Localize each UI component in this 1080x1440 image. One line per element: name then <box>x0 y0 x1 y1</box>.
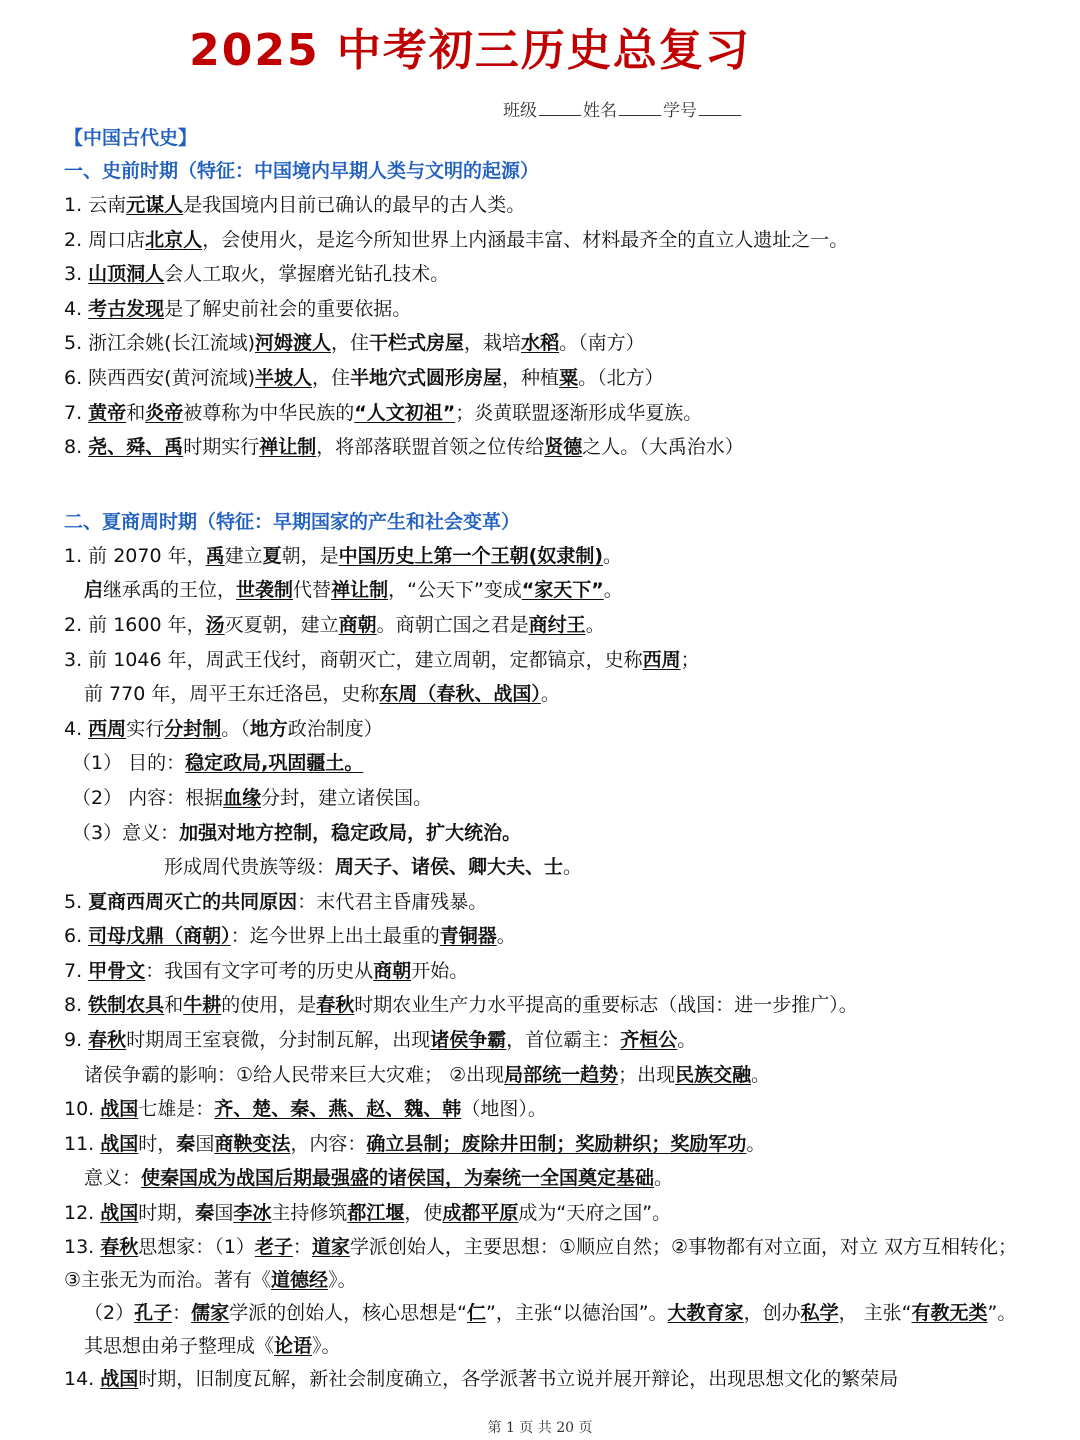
list-item: 1. 前 2070 年，禹建立夏朝，是中国历史上第一个王朝(奴隶制)。 <box>64 544 623 567</box>
list-item: （2） 内容：根据血缘分封，建立诸侯国。 <box>72 786 433 809</box>
class-blank <box>539 101 581 116</box>
list-item: 2. 前 1600 年，汤灭夏朝，建立商朝。商朝亡国之君是商纣王。 <box>64 613 605 636</box>
list-item: （1） 目的：稳定政局,巩固疆土。 <box>72 752 364 775</box>
class-label: 班级 <box>503 101 537 121</box>
page-title: 2025 中考初三历史总复习 <box>189 25 751 76</box>
list-item: 6. 司母戊鼎（商朝）：迄今世界上出土最重的青铜器。 <box>64 925 516 948</box>
list-item: 5. 夏商西周灭亡的共同原因：末代君主昏庸残暴。 <box>64 890 488 913</box>
spacer <box>64 465 1024 505</box>
list-item: 3. 前 1046 年，周武王伐纣，商朝灭亡，建立周朝，定都镐京，史称西周； <box>64 648 700 671</box>
page-footer: 第 1 页 共 20 页 <box>487 1420 593 1436</box>
id-label: 学号 <box>663 101 697 121</box>
part2-heading: 二、夏商周时期（特征：早期国家的产生和社会变革） <box>64 510 521 533</box>
id-blank <box>699 101 741 116</box>
list-item: 14. 战国时期，旧制度瓦解，新社会制度确立，各学派著书立说并展开辩论，出现思想文化的繁荣局 <box>64 1367 899 1390</box>
name-label: 姓名 <box>583 101 617 121</box>
part1-heading: 一、史前时期（特征：中国境内早期人类与文明的起源） <box>64 160 540 182</box>
list-item: （3）意义：加强对地方控制，稳定政局，扩大统治。 <box>72 821 522 844</box>
list-item: 6. 陕西西安(黄河流域)半坡人，住半地穴式圆形房屋，种植粟。（北方） <box>64 366 664 389</box>
list-item: 启继承禹的王位，世袭制代替禅让制，“公天下”变成“家天下”。 <box>84 579 623 602</box>
document-body <box>64 122 1024 1396</box>
list-item: 4. 西周实行分封制。（地方政治制度） <box>64 717 383 740</box>
list-item: 4. 考古发现是了解史前社会的重要依据。 <box>64 297 412 320</box>
list-item: 13. 春秋思想家：（1）老子：道家学派创始人，主要思想：①顺应自然；②事物都有对立面，对立 双方互相转化；③主张无为而治。著有《道德经》。 <box>64 1235 1018 1291</box>
list-item: （2）孔子：儒家学派的创始人，核心思想是“仁”，主张“以德治国”。大教育家，创办私学， 主张“有教无类”。其思想由弟子整理成《论语》。 <box>84 1301 1017 1357</box>
list-item: 3. 山顶洞人会人工取火，掌握磨光钻孔技术。 <box>64 263 450 286</box>
list-item: 前 770 年，周平王东迁洛邑，史称东周（春秋、战国）。 <box>84 683 560 706</box>
list-item: 7. 甲骨文：我国有文字可考的历史从商朝开始。 <box>64 959 469 982</box>
list-item: 1. 云南元谋人是我国境内目前已确认的最早的古人类。 <box>64 194 526 216</box>
list-item: 形成周代贵族等级：周天子、诸侯、卿大夫、士。 <box>164 856 583 879</box>
name-blank <box>619 101 661 116</box>
list-item: 2. 周口店北京人，会使用火，是迄今所知世界上内涵最丰富、材料最齐全的直立人遗址之一。 <box>64 228 849 251</box>
list-item: 12. 战国时期，秦国李冰主持修筑都江堰，使成都平原成为“天府之国”。 <box>64 1202 672 1225</box>
list-item: 8. 尧、舜、禹时期实行禅让制，将部落联盟首领之位传给贤德之人。（大禹治水） <box>64 436 744 459</box>
list-item: 10. 战国七雄是：齐、楚、秦、燕、赵、魏、韩（地图）。 <box>64 1098 547 1121</box>
list-item: 7. 黄帝和炎帝被尊称为中华民族的“人文初祖”；炎黄联盟逐渐形成华夏族。 <box>64 401 703 424</box>
list-item: 11. 战国时，秦国商鞅变法，内容：确立县制；废除井田制；奖励耕织；奖励军功。 <box>64 1132 766 1155</box>
section-label: 【中国古代史】 <box>64 127 198 149</box>
list-item: 9. 春秋时期周王室衰微，分封制瓦解，出现诸侯争霸，首位霸主：齐桓公。 <box>64 1029 697 1052</box>
list-item: 8. 铁制农具和牛耕的使用，是春秋时期农业生产力水平提高的重要标志（战国：进一步推广）。 <box>64 994 858 1017</box>
list-item: 诸侯争霸的影响：①给人民带来巨大灾难； ②出现局部统一趋势；出现民族交融。 <box>84 1063 771 1086</box>
student-info <box>503 96 743 121</box>
list-item: 5. 浙江余姚(长江流域)河姆渡人，住干栏式房屋，栽培水稻。（南方） <box>64 332 645 355</box>
list-item: 意义：使秦国成为战国后期最强盛的诸侯国，为秦统一全国奠定基础。 <box>84 1167 674 1190</box>
